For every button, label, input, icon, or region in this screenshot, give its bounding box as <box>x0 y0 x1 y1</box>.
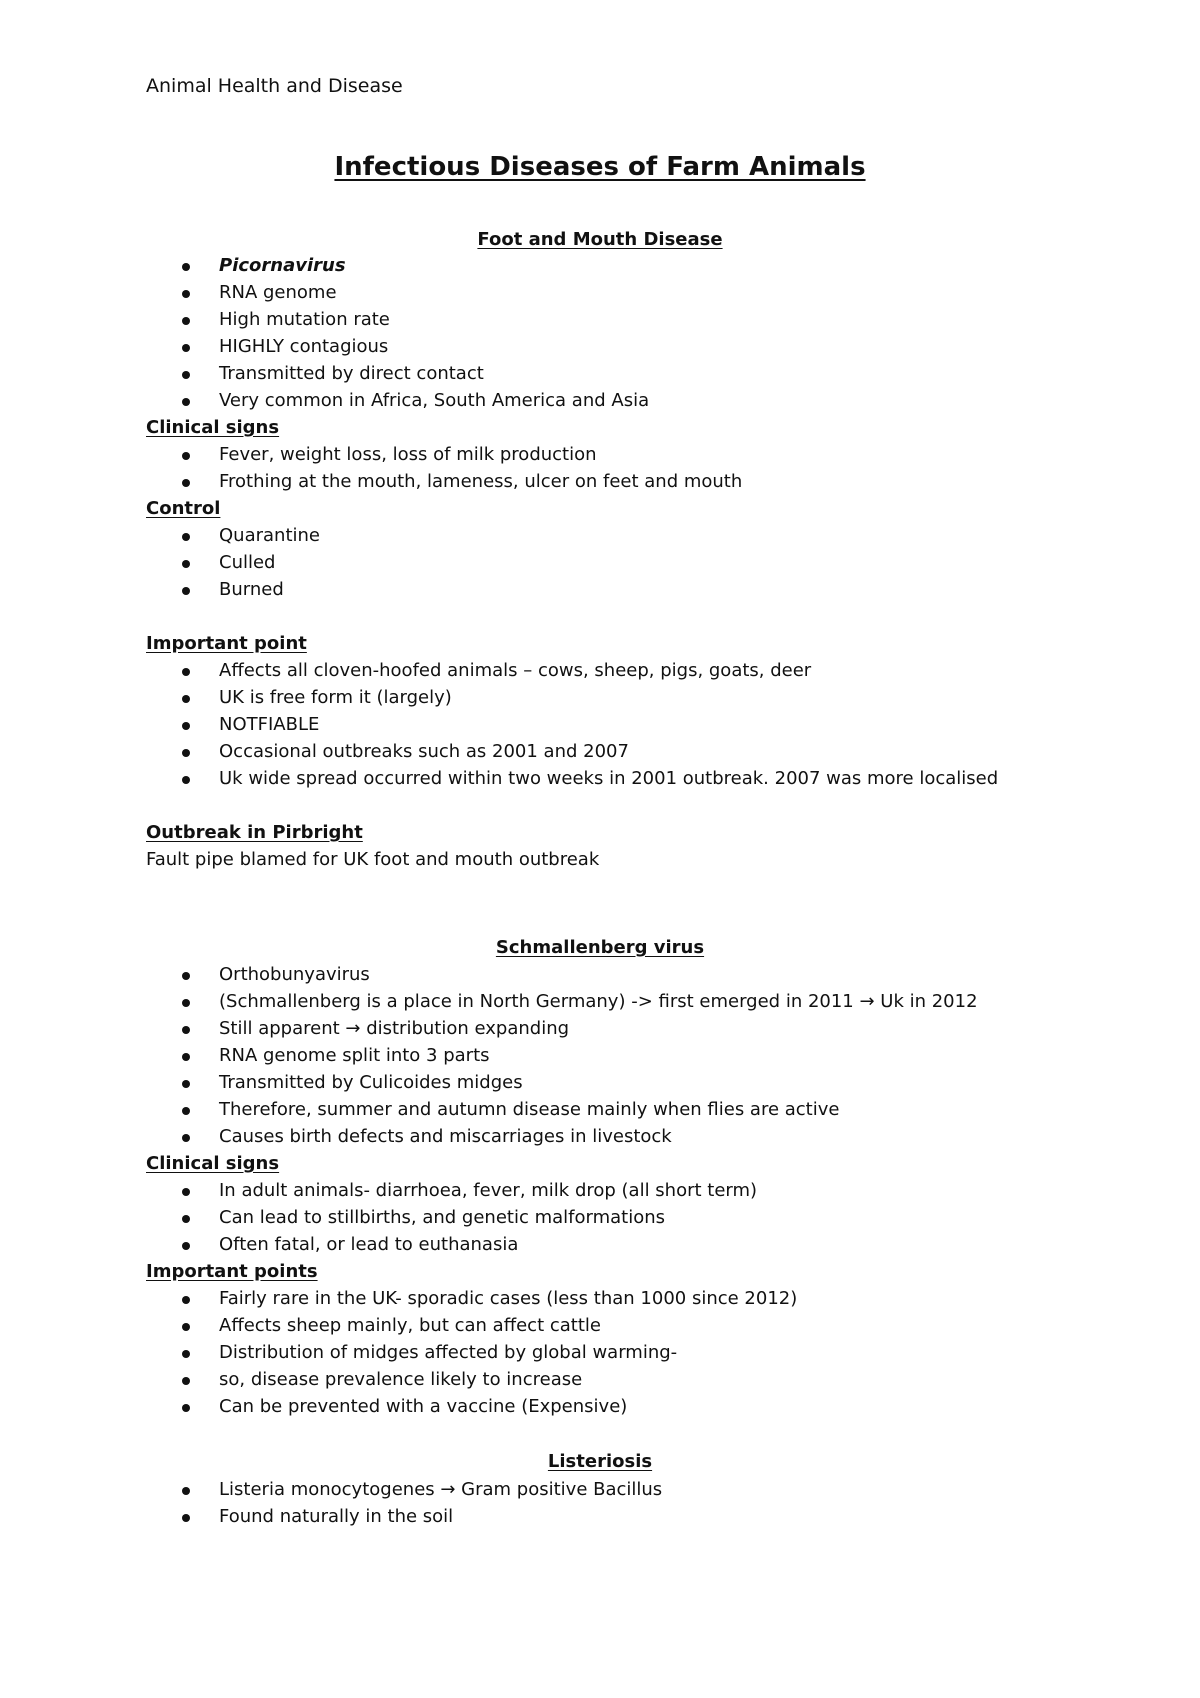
subheading-clinical-signs: Clinical signs <box>146 417 280 438</box>
document-page: Animal Health and Disease Infectious Diseases of Farm Animals Foot and Mouth Disease Picornavirus RNA genome High mutation rate HIGHLY contagious Transmitted by direct contact Very common in Africa, South America and Asia Clinical signs Fever, weight loss, loss of milk production Frothing at the mouth, lameness, ulcer on feet and mouth Control Quarantine Culled Burned Important point Affects all cloven-hoofed animals – cows, sheep, pigs, goats, deer UK is free form it (largely) NOTFIABLE Occasional outbreaks such as 2001 and 2007 Uk wide spread occurred within two weeks in 2001 outbreak. 2007 was more localised Outbreak in Pirbright Fault pipe blamed for UK foot and mouth outbreak Schmallenberg virus Orthobunyavirus (Schmallenberg is a place in North Germany) -> first emerged in 2011 → Uk in 2012 Still apparent → distribution expanding RNA genome split into 3 parts Transmitted by Culicoides midges Therefore, summer and autumn disease mainly when flies are active Causes birth defects and miscarriages in livestock Clinical signs In adult animals- diarrhoea, fever, milk drop (all short term) Can lead to stillbirths, and genetic malformations Often fatal, or lead to euthanasia Important points Fairly rare in the UK- sporadic cases (less than 1000 since 2012) Affects sheep mainly, but can affect cattle Distribution of midges affected by global warming- so, disease prevalence likely to increase Can be prevented with a vaccine (Expensive) Listeriosis Listeria monocytogenes → Gram positive Bacillus Found naturally in the soil <box>0 0 1200 1698</box>
section-title-schmallenberg: Schmallenberg virus <box>495 937 705 958</box>
section-title-fmd: Foot and Mouth Disease <box>477 229 723 250</box>
subheading-important-points: Important points <box>146 1261 318 1282</box>
page-header: Animal Health and Disease <box>146 75 403 97</box>
subheading-important-point: Important point <box>146 633 307 654</box>
outbreak-text: Fault pipe blamed for UK foot and mouth outbreak <box>146 849 600 870</box>
section-title-listeriosis: Listeriosis <box>547 1451 653 1472</box>
subheading-outbreak: Outbreak in Pirbright <box>146 822 363 843</box>
document-title: Infectious Diseases of Farm Animals <box>334 152 866 182</box>
subheading-clinical-signs: Clinical signs <box>146 1153 280 1174</box>
subheading-control: Control <box>146 498 221 519</box>
